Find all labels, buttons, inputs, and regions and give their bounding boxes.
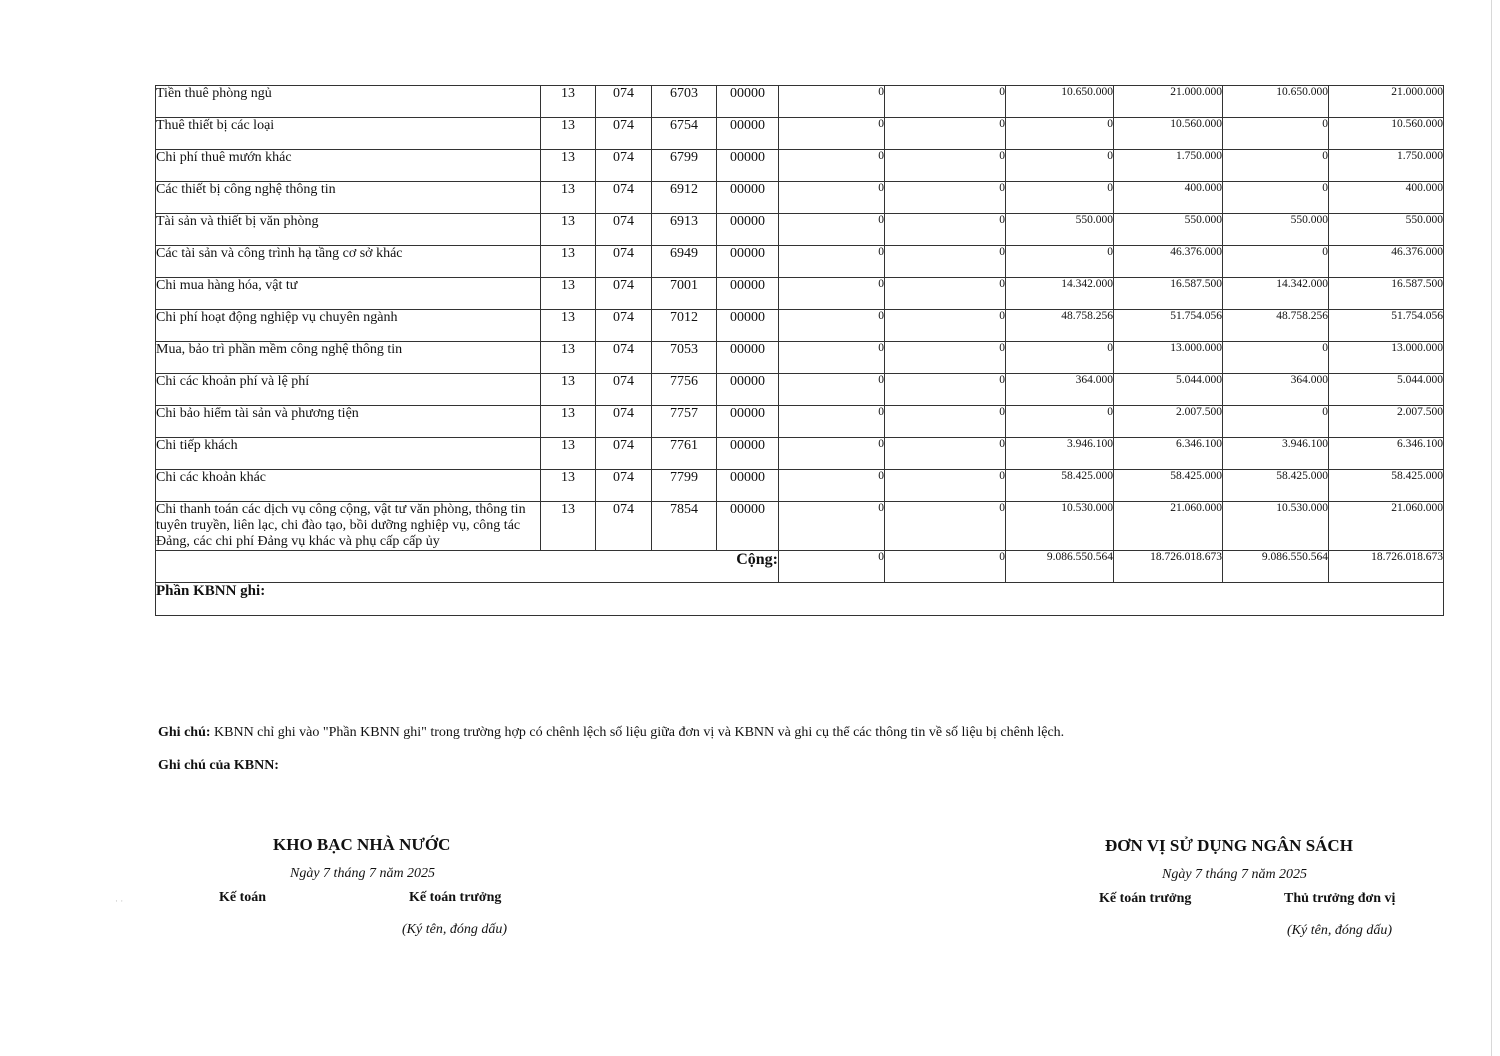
value-cell: 550.000 <box>1223 214 1329 246</box>
row-description: Chi mua hàng hóa, vật tư <box>156 278 541 310</box>
value-cell: 0 <box>779 310 885 342</box>
code-chapter: 13 <box>541 374 596 406</box>
code-sector: 074 <box>596 374 652 406</box>
table-row <box>156 310 1444 342</box>
code-item: 6913 <box>652 214 717 246</box>
value-cell: 0 <box>779 406 885 438</box>
total-label: Cộng: <box>156 551 779 583</box>
left-role-chief-accountant: Kế toán trưởng <box>409 890 502 905</box>
value-cell: 0 <box>779 246 885 278</box>
row-description: Tiền thuê phòng ngủ <box>156 86 541 118</box>
code-program: 00000 <box>717 374 779 406</box>
table-row <box>156 214 1444 246</box>
right-sign-note: (Ký tên, đóng dấu) <box>1287 923 1392 938</box>
value-cell: 21.000.000 <box>1114 86 1223 118</box>
value-cell: 0 <box>1223 246 1329 278</box>
table-row <box>156 118 1444 150</box>
row-description: Chi tiếp khách <box>156 438 541 470</box>
code-chapter: 13 <box>541 502 596 551</box>
row-description: Chi thanh toán các dịch vụ công cộng, vật tư văn phòng, thông tin tuyên truyền, liên lạc, chi đào tạo, bồi dưỡng nghiệp vụ, công tác Đảng, các chi phí Đảng vụ khác và phụ cấp cấp ủy <box>156 502 541 551</box>
code-item: 6703 <box>652 86 717 118</box>
right-signatory-title: ĐƠN VỊ SỬ DỤNG NGÂN SÁCH <box>1105 836 1353 855</box>
code-chapter: 13 <box>541 470 596 502</box>
code-chapter: 13 <box>541 150 596 182</box>
value-cell: 364.000 <box>1223 374 1329 406</box>
value-cell: 51.754.056 <box>1329 310 1444 342</box>
code-chapter: 13 <box>541 342 596 374</box>
value-cell: 0 <box>1223 406 1329 438</box>
value-cell: 0 <box>779 502 885 551</box>
value-cell: 0 <box>885 182 1006 214</box>
value-cell: 0 <box>1006 118 1114 150</box>
note-line <box>158 725 1064 741</box>
row-description: Các tài sản và công trình hạ tầng cơ sở khác <box>156 246 541 278</box>
value-cell: 3.946.100 <box>1006 438 1114 470</box>
value-cell: 46.376.000 <box>1114 246 1223 278</box>
code-sector: 074 <box>596 246 652 278</box>
value-cell: 0 <box>885 214 1006 246</box>
value-cell: 10.530.000 <box>1006 502 1114 551</box>
row-description: Thuê thiết bị các loại <box>156 118 541 150</box>
value-cell: 16.587.500 <box>1114 278 1223 310</box>
value-cell: 5.044.000 <box>1329 374 1444 406</box>
value-cell: 0 <box>885 342 1006 374</box>
value-cell: 0 <box>885 118 1006 150</box>
value-cell: 21.000.000 <box>1329 86 1444 118</box>
table-row <box>156 502 1444 551</box>
value-cell: 0 <box>1223 118 1329 150</box>
code-chapter: 13 <box>541 406 596 438</box>
code-program: 00000 <box>717 86 779 118</box>
left-role-accountant: Kế toán <box>219 890 267 905</box>
code-item: 6949 <box>652 246 717 278</box>
value-cell: 1.750.000 <box>1114 150 1223 182</box>
value-cell: 21.060.000 <box>1329 502 1444 551</box>
value-cell: 0 <box>1223 150 1329 182</box>
value-cell: 3.946.100 <box>1223 438 1329 470</box>
code-sector: 074 <box>596 86 652 118</box>
value-cell: 0 <box>779 278 885 310</box>
page-edge <box>1491 0 1492 1056</box>
left-sign-note: (Ký tên, đóng dấu) <box>402 922 507 937</box>
code-item: 6754 <box>652 118 717 150</box>
table-row <box>156 182 1444 214</box>
table-row <box>156 342 1444 374</box>
row-description: Chi phí hoạt động nghiệp vụ chuyên ngành <box>156 310 541 342</box>
value-cell: 0 <box>1223 182 1329 214</box>
table-row <box>156 438 1444 470</box>
value-cell: 0 <box>885 374 1006 406</box>
value-cell: 0 <box>885 150 1006 182</box>
code-program: 00000 <box>717 150 779 182</box>
code-program: 00000 <box>717 246 779 278</box>
value-cell: 13.000.000 <box>1114 342 1223 374</box>
code-chapter: 13 <box>541 182 596 214</box>
value-cell: 0 <box>779 374 885 406</box>
value-cell: 14.342.000 <box>1223 278 1329 310</box>
kbnn-row <box>156 583 1444 616</box>
value-cell: 21.060.000 <box>1114 502 1223 551</box>
total-value: 0 <box>779 551 885 583</box>
table-row <box>156 374 1444 406</box>
code-program: 00000 <box>717 182 779 214</box>
code-sector: 074 <box>596 150 652 182</box>
code-sector: 074 <box>596 310 652 342</box>
value-cell: 364.000 <box>1006 374 1114 406</box>
value-cell: 0 <box>1223 342 1329 374</box>
table-row <box>156 406 1444 438</box>
code-sector: 074 <box>596 438 652 470</box>
row-description: Mua, bảo trì phần mềm công nghệ thông tin <box>156 342 541 374</box>
value-cell: 0 <box>779 118 885 150</box>
code-item: 7001 <box>652 278 717 310</box>
code-item: 7757 <box>652 406 717 438</box>
value-cell: 400.000 <box>1329 182 1444 214</box>
code-sector: 074 <box>596 502 652 551</box>
value-cell: 0 <box>779 150 885 182</box>
code-chapter: 13 <box>541 438 596 470</box>
value-cell: 0 <box>779 214 885 246</box>
code-program: 00000 <box>717 278 779 310</box>
table-row <box>156 278 1444 310</box>
code-item: 6799 <box>652 150 717 182</box>
row-description: Chi bảo hiểm tài sản và phương tiện <box>156 406 541 438</box>
code-sector: 074 <box>596 118 652 150</box>
value-cell: 0 <box>885 406 1006 438</box>
total-value: 0 <box>885 551 1006 583</box>
code-sector: 074 <box>596 406 652 438</box>
note-label: Ghi chú: <box>158 725 211 740</box>
value-cell: 48.758.256 <box>1223 310 1329 342</box>
value-cell: 0 <box>1006 150 1114 182</box>
total-value: 18.726.018.673 <box>1329 551 1444 583</box>
total-value: 9.086.550.564 <box>1223 551 1329 583</box>
left-signatory-title: KHO BẠC NHÀ NƯỚC <box>273 835 451 854</box>
value-cell: 10.560.000 <box>1114 118 1223 150</box>
kbnn-section-label: Phần KBNN ghi: <box>156 583 1444 616</box>
table-row <box>156 150 1444 182</box>
value-cell: 10.560.000 <box>1329 118 1444 150</box>
code-sector: 074 <box>596 470 652 502</box>
kbnn-note-label: Ghi chú của KBNN: <box>158 758 279 773</box>
value-cell: 58.425.000 <box>1006 470 1114 502</box>
code-item: 7854 <box>652 502 717 551</box>
code-chapter: 13 <box>541 310 596 342</box>
code-program: 00000 <box>717 310 779 342</box>
value-cell: 51.754.056 <box>1114 310 1223 342</box>
value-cell: 46.376.000 <box>1329 246 1444 278</box>
code-chapter: 13 <box>541 246 596 278</box>
value-cell: 6.346.100 <box>1329 438 1444 470</box>
code-chapter: 13 <box>541 86 596 118</box>
scan-smudge: · · <box>115 896 124 906</box>
row-description: Các thiết bị công nghệ thông tin <box>156 182 541 214</box>
left-date: Ngày 7 tháng 7 năm 2025 <box>290 866 436 881</box>
value-cell: 0 <box>885 278 1006 310</box>
total-value: 9.086.550.564 <box>1006 551 1114 583</box>
value-cell: 10.530.000 <box>1223 502 1329 551</box>
value-cell: 10.650.000 <box>1223 86 1329 118</box>
row-description: Tài sản và thiết bị văn phòng <box>156 214 541 246</box>
value-cell: 6.346.100 <box>1114 438 1223 470</box>
value-cell: 0 <box>779 182 885 214</box>
right-role-chief-accountant: Kế toán trưởng <box>1099 891 1192 906</box>
budget-table <box>155 85 1444 616</box>
value-cell: 0 <box>885 438 1006 470</box>
value-cell: 48.758.256 <box>1006 310 1114 342</box>
code-item: 7053 <box>652 342 717 374</box>
value-cell: 550.000 <box>1006 214 1114 246</box>
value-cell: 1.750.000 <box>1329 150 1444 182</box>
value-cell: 16.587.500 <box>1329 278 1444 310</box>
value-cell: 5.044.000 <box>1114 374 1223 406</box>
row-description: Chi phí thuê mướn khác <box>156 150 541 182</box>
code-item: 7761 <box>652 438 717 470</box>
code-program: 00000 <box>717 438 779 470</box>
value-cell: 0 <box>779 438 885 470</box>
value-cell: 0 <box>885 86 1006 118</box>
value-cell: 0 <box>885 310 1006 342</box>
code-program: 00000 <box>717 214 779 246</box>
row-description: Chi các khoản khác <box>156 470 541 502</box>
value-cell: 13.000.000 <box>1329 342 1444 374</box>
value-cell: 0 <box>885 502 1006 551</box>
code-program: 00000 <box>717 342 779 374</box>
code-program: 00000 <box>717 470 779 502</box>
table-body <box>156 86 1444 502</box>
code-item: 7799 <box>652 470 717 502</box>
table-row <box>156 86 1444 118</box>
value-cell: 550.000 <box>1329 214 1444 246</box>
code-program: 00000 <box>717 502 779 551</box>
code-item: 7756 <box>652 374 717 406</box>
code-sector: 074 <box>596 278 652 310</box>
total-row <box>156 551 1444 583</box>
code-item: 6912 <box>652 182 717 214</box>
value-cell: 10.650.000 <box>1006 86 1114 118</box>
value-cell: 0 <box>1006 246 1114 278</box>
code-chapter: 13 <box>541 118 596 150</box>
code-chapter: 13 <box>541 214 596 246</box>
value-cell: 400.000 <box>1114 182 1223 214</box>
code-item: 7012 <box>652 310 717 342</box>
value-cell: 0 <box>779 342 885 374</box>
code-program: 00000 <box>717 406 779 438</box>
total-value: 18.726.018.673 <box>1114 551 1223 583</box>
table-row <box>156 246 1444 278</box>
table-row <box>156 470 1444 502</box>
value-cell: 0 <box>885 246 1006 278</box>
value-cell: 0 <box>779 86 885 118</box>
value-cell: 58.425.000 <box>1114 470 1223 502</box>
right-date: Ngày 7 tháng 7 năm 2025 <box>1162 867 1308 882</box>
value-cell: 2.007.500 <box>1114 406 1223 438</box>
code-sector: 074 <box>596 342 652 374</box>
right-role-head-of-unit: Thủ trưởng đơn vị <box>1284 891 1396 906</box>
row-description: Chi các khoản phí và lệ phí <box>156 374 541 406</box>
value-cell: 0 <box>1006 342 1114 374</box>
value-cell: 0 <box>885 470 1006 502</box>
value-cell: 0 <box>779 470 885 502</box>
value-cell: 0 <box>1006 182 1114 214</box>
note-text: KBNN chỉ ghi vào "Phần KBNN ghi" trong trường hợp có chênh lệch số liệu giữa đơn vị và KBNN và ghi cụ thể các thông tin về số liệu bị chênh lệch. <box>214 725 1065 740</box>
value-cell: 58.425.000 <box>1223 470 1329 502</box>
value-cell: 0 <box>1006 406 1114 438</box>
code-sector: 074 <box>596 214 652 246</box>
code-sector: 074 <box>596 182 652 214</box>
value-cell: 58.425.000 <box>1329 470 1444 502</box>
code-program: 00000 <box>717 118 779 150</box>
value-cell: 14.342.000 <box>1006 278 1114 310</box>
code-chapter: 13 <box>541 278 596 310</box>
value-cell: 550.000 <box>1114 214 1223 246</box>
value-cell: 2.007.500 <box>1329 406 1444 438</box>
